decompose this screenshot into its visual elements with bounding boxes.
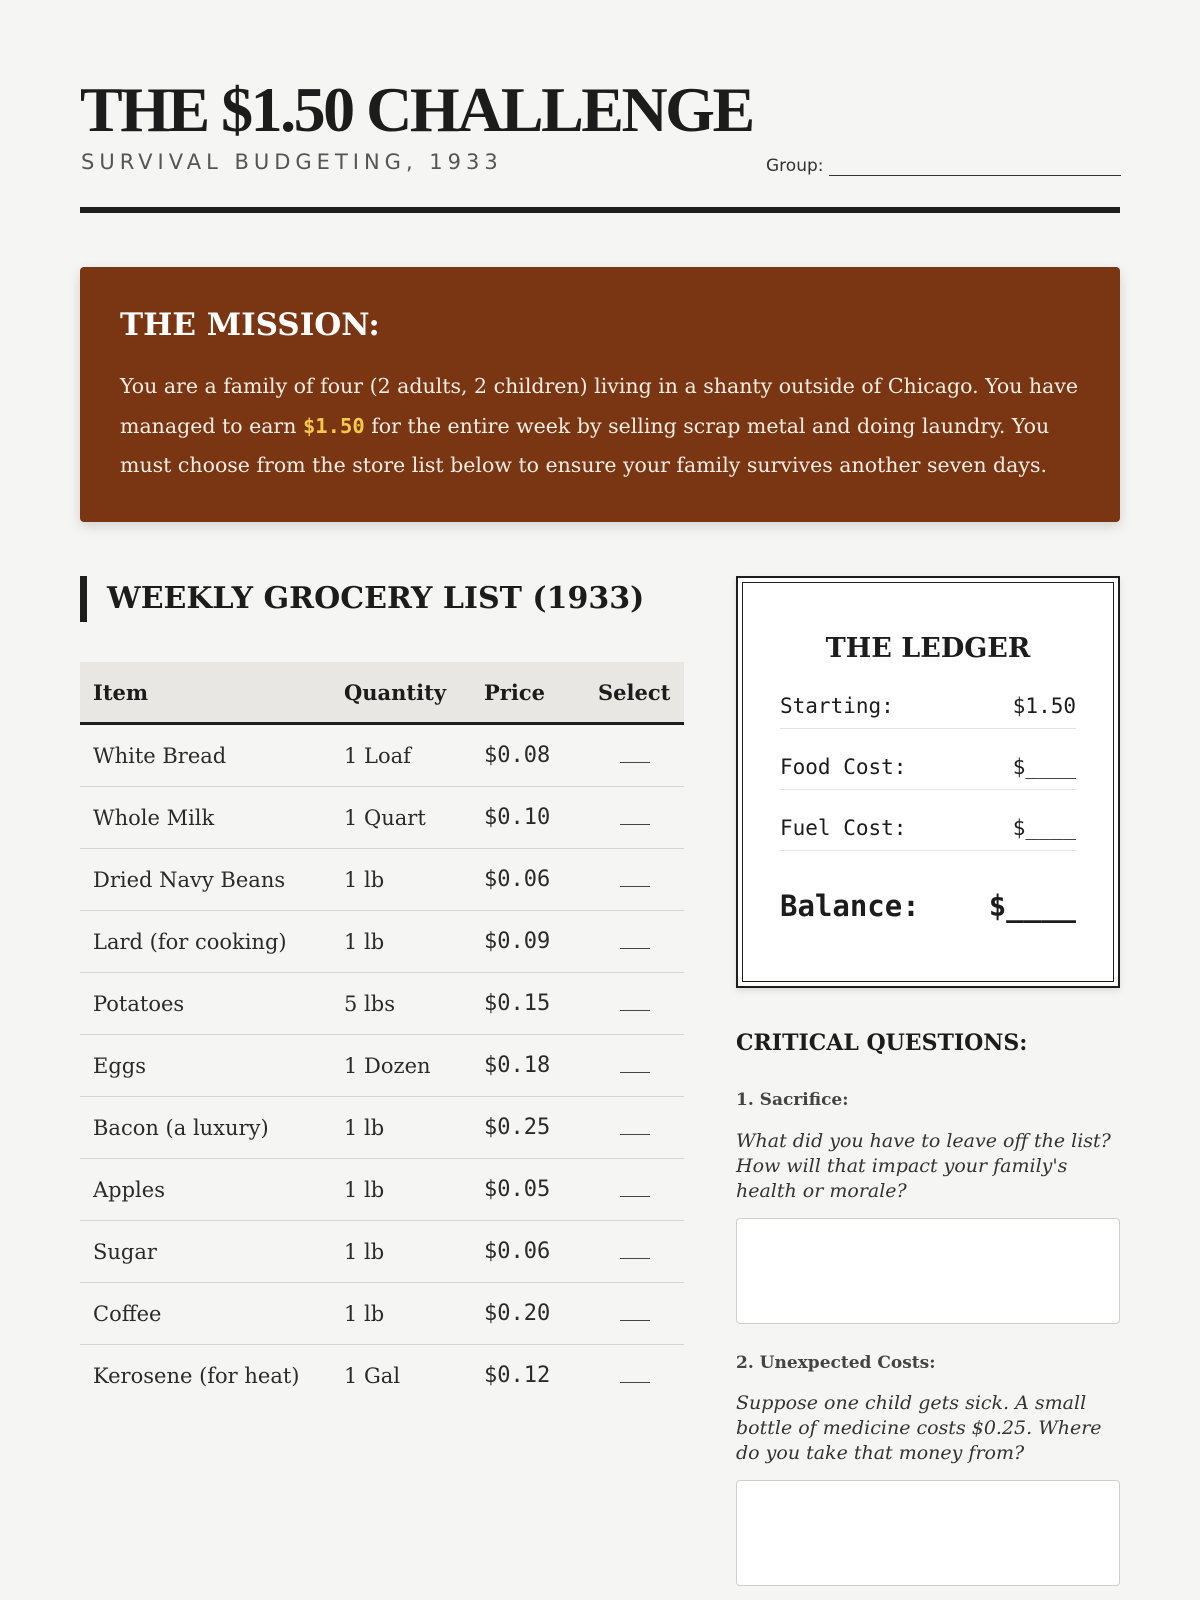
quantity-cell: 1 Dozen <box>331 1035 471 1097</box>
select-blank[interactable] <box>620 1306 650 1321</box>
mission-text-end: for the entire week by selling scrap metal and doing laundry. You must choose from the store list below to ensure your family survives another seven days. <box>120 413 1050 477</box>
price-cell: $0.06 <box>471 849 585 911</box>
item-cell: Dried Navy Beans <box>80 849 331 911</box>
table-row <box>80 1221 684 1283</box>
select-blank[interactable] <box>620 1244 650 1259</box>
price-cell: $0.08 <box>471 724 585 787</box>
ledger-heading: THE LEDGER <box>825 633 1031 664</box>
group-field <box>766 156 1121 176</box>
item-cell: White Bread <box>80 724 331 787</box>
table-row <box>80 1035 684 1097</box>
price-cell: $0.18 <box>471 1035 585 1097</box>
item-cell: Coffee <box>80 1283 331 1345</box>
item-cell: Apples <box>80 1159 331 1221</box>
mission-budget-highlight: $1.50 <box>302 413 365 438</box>
price-cell: $0.09 <box>471 911 585 973</box>
column-header-select: Select <box>585 662 684 724</box>
quantity-cell: 1 lb <box>331 1159 471 1221</box>
quantity-cell: 1 Loaf <box>331 724 471 787</box>
price-cell: $0.25 <box>471 1097 585 1159</box>
mission-box <box>80 267 1120 522</box>
price-cell: $0.15 <box>471 973 585 1035</box>
quantity-cell: 1 lb <box>331 849 471 911</box>
quantity-cell: 1 lb <box>331 911 471 973</box>
price-cell: $0.10 <box>471 787 585 849</box>
quantity-cell: 1 lb <box>331 1283 471 1345</box>
price-cell: $0.06 <box>471 1221 585 1283</box>
ledger-row-food-cost <box>780 745 1076 790</box>
select-cell <box>585 849 684 911</box>
ledger-food-value[interactable]: $____ <box>1012 755 1076 779</box>
item-cell: Bacon (a luxury) <box>80 1097 331 1159</box>
select-cell <box>585 724 684 787</box>
group-blank-line[interactable] <box>829 157 1121 176</box>
select-cell <box>585 1035 684 1097</box>
grocery-header-row <box>80 662 684 724</box>
select-cell <box>585 1221 684 1283</box>
ledger-starting-label: Starting: <box>780 694 894 718</box>
select-blank[interactable] <box>620 872 650 887</box>
column-header-quantity: Quantity <box>331 662 471 724</box>
select-blank[interactable] <box>620 934 650 949</box>
question-2-text: Suppose one child gets sick. A small bottle of medicine costs $0.25. Where do you take that money from? <box>736 1392 1102 1464</box>
select-blank[interactable] <box>620 1058 650 1073</box>
ledger-balance-value[interactable]: $____ <box>988 889 1076 923</box>
header-divider <box>80 207 1120 213</box>
select-cell <box>585 1159 684 1221</box>
grocery-list-heading: WEEKLY GROCERY LIST (1933) <box>80 576 644 622</box>
select-blank[interactable] <box>620 1182 650 1197</box>
column-header-item: Item <box>80 662 331 724</box>
item-cell: Whole Milk <box>80 787 331 849</box>
question-1-label: 1. Sacrifice: <box>736 1090 849 1110</box>
price-cell: $0.05 <box>471 1159 585 1221</box>
price-cell: $0.12 <box>484 1363 551 1388</box>
ledger-box <box>736 576 1120 988</box>
table-row <box>80 1283 684 1345</box>
table-row <box>80 1345 684 1407</box>
quantity-cell: 1 lb <box>331 1221 471 1283</box>
table-row <box>80 1159 684 1221</box>
price-cell: $0.20 <box>471 1283 585 1345</box>
ledger-food-label: Food Cost: <box>780 755 907 779</box>
table-row <box>80 849 684 911</box>
page-title: THE $1.50 CHALLENGE <box>80 74 753 145</box>
select-blank[interactable] <box>620 1368 650 1383</box>
select-blank[interactable] <box>620 1120 650 1135</box>
question-2-label: 2. Unexpected Costs: <box>736 1353 936 1373</box>
select-blank[interactable] <box>620 810 650 825</box>
mission-text <box>120 367 1080 486</box>
grocery-rows <box>80 724 684 1407</box>
question-2-answer-box[interactable] <box>736 1480 1120 1586</box>
item-cell: Lard (for cooking) <box>80 911 331 973</box>
ledger-starting-value: $1.50 <box>1012 694 1076 718</box>
grocery-table <box>80 662 684 1406</box>
table-row <box>80 787 684 849</box>
select-cell <box>585 973 684 1035</box>
select-cell <box>585 1283 684 1345</box>
ledger-row-balance <box>780 884 1076 928</box>
quantity-cell: 1 Quart <box>331 787 471 849</box>
critical-questions-heading: CRITICAL QUESTIONS: <box>736 1030 1028 1056</box>
question-1-answer-box[interactable] <box>736 1218 1120 1324</box>
table-row <box>80 911 684 973</box>
select-cell <box>585 787 684 849</box>
table-row <box>80 973 684 1035</box>
select-cell <box>585 911 684 973</box>
table-row <box>80 1097 684 1159</box>
ledger-balance-label: Balance: <box>780 889 920 923</box>
question-1-text: What did you have to leave off the list? How will that impact your family's health or morale? <box>736 1130 1111 1202</box>
item-cell: Sugar <box>80 1221 331 1283</box>
mission-heading: THE MISSION: <box>120 307 380 343</box>
table-row <box>80 724 684 787</box>
ledger-row-starting <box>780 684 1076 729</box>
ledger-fuel-label: Fuel Cost: <box>780 816 907 840</box>
column-header-price: Price <box>471 662 585 724</box>
select-blank[interactable] <box>620 996 650 1011</box>
group-label: Group: <box>766 156 824 176</box>
item-cell: Kerosene (for heat) <box>93 1363 300 1388</box>
select-blank[interactable] <box>620 748 650 763</box>
quantity-cell: 5 lbs <box>331 973 471 1035</box>
page-subtitle: SURVIVAL BUDGETING, 1933 <box>81 150 503 174</box>
select-cell <box>585 1097 684 1159</box>
item-cell: Eggs <box>80 1035 331 1097</box>
ledger-row-fuel-cost <box>780 806 1076 851</box>
ledger-fuel-value[interactable]: $____ <box>1012 816 1076 840</box>
mission-text-start: You are a family of four (2 adults, 2 children) living in a shanty outside of Chicago. You have managed to earn <box>120 374 1079 438</box>
select-cell <box>585 1345 684 1407</box>
quantity-cell: 1 Gal <box>344 1363 401 1388</box>
item-cell: Potatoes <box>80 973 331 1035</box>
quantity-cell: 1 lb <box>331 1097 471 1159</box>
